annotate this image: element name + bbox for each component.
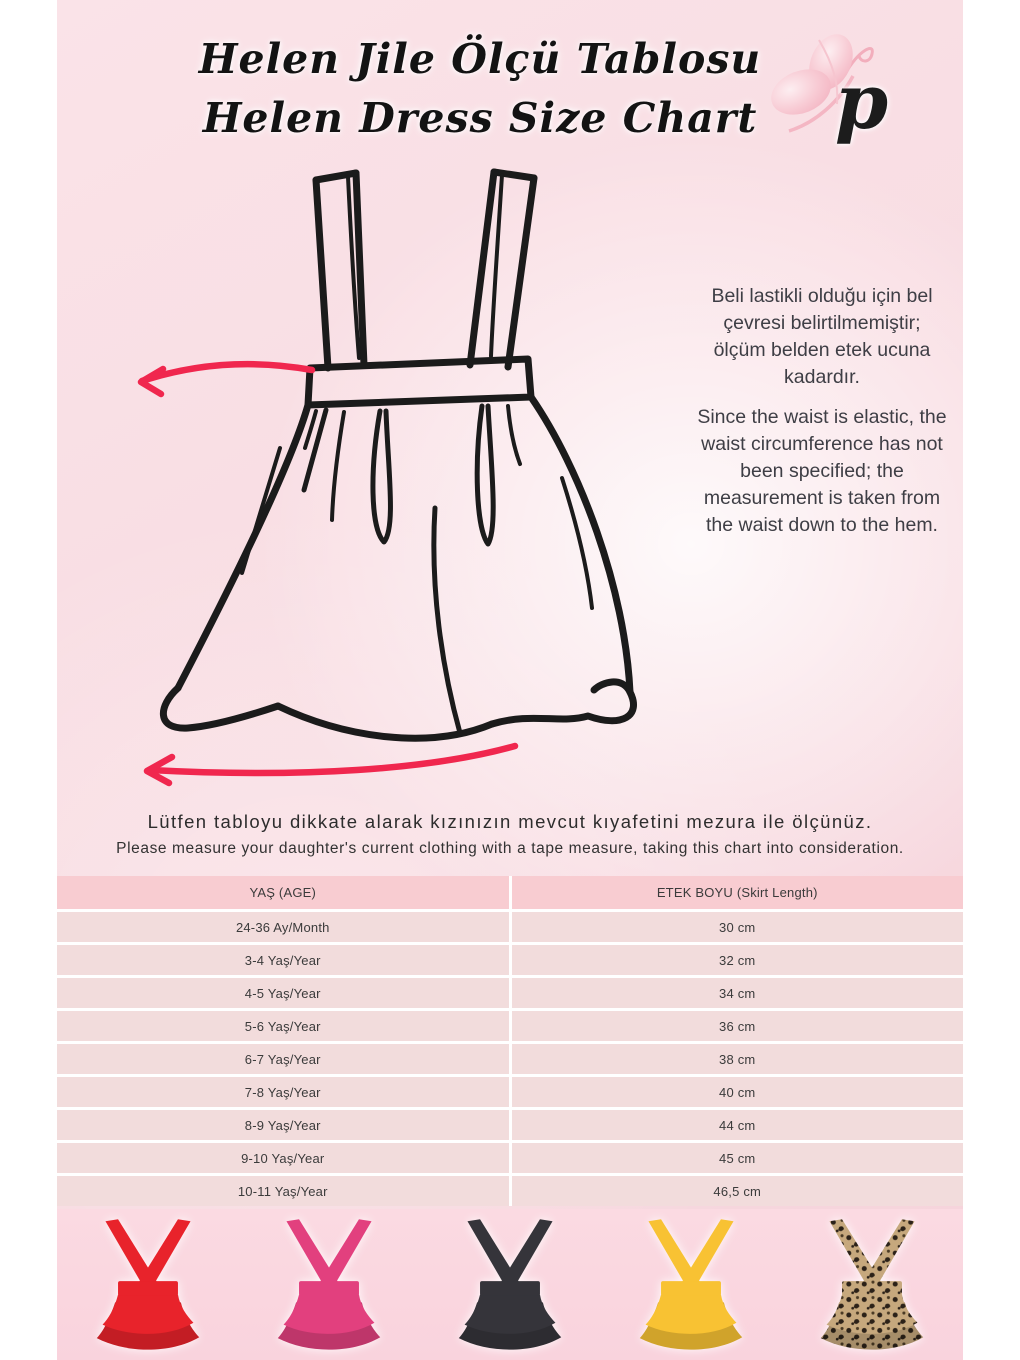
table-row [57, 945, 963, 975]
table-row [57, 1077, 963, 1107]
waist-arrow-icon [141, 364, 312, 394]
age-cell: 7-8 Yaş/Year [57, 1077, 509, 1107]
hem-arrow-icon [147, 746, 515, 783]
left-strap [316, 180, 328, 368]
fuchsia-dress-image [271, 1217, 387, 1353]
table-row [57, 1044, 963, 1074]
title-english: Helen Dress Size Chart [202, 94, 758, 142]
age-cell: 5-6 Yaş/Year [57, 1011, 509, 1041]
skirt-left-edge [178, 405, 308, 688]
age-column-header: YAŞ (AGE) [57, 876, 509, 909]
product-dress-black [419, 1217, 600, 1353]
age-cell: 24-36 Ay/Month [57, 912, 509, 942]
age-cell: 10-11 Yaş/Year [57, 1176, 509, 1206]
size-chart-canvas [57, 0, 963, 1360]
age-cell: 9-10 Yaş/Year [57, 1143, 509, 1173]
skirt-length-cell: 44 cm [512, 1110, 964, 1140]
age-cell: 4-5 Yaş/Year [57, 978, 509, 1008]
skirt-length-cell: 32 cm [512, 945, 964, 975]
instruction-turkish: Lütfen tabloyu dikkate alarak kızınızın mevcut kıyafetini mezura ile ölçünüz. [147, 811, 873, 832]
logo-letter: p [835, 57, 889, 146]
yellow-dress-image [633, 1217, 749, 1353]
table-row [57, 1011, 963, 1041]
black-dress-image [452, 1217, 568, 1353]
skirt-length-cell: 45 cm [512, 1143, 964, 1173]
waist-note-english: Since the waist is elastic, the waist circumference has not been specified; the measurement is taken from the waist down to the hem. [697, 406, 947, 536]
skirt-length-cell: 36 cm [512, 1011, 964, 1041]
age-cell: 8-9 Yaş/Year [57, 1110, 509, 1140]
product-dress-red [57, 1217, 238, 1353]
product-dress-fuchsia [238, 1217, 419, 1353]
skirt-length-cell: 30 cm [512, 912, 964, 942]
product-dress-leopard [782, 1217, 963, 1353]
waist-note-turkish: Beli lastikli olduğu için bel çevresi belirtilmemiştir; ölçüm belden etek ucuna kadardır. [711, 285, 933, 388]
page-title [165, 30, 795, 148]
table-header-row [57, 876, 963, 909]
instruction-english: Please measure your daughter's current clothing with a tape measure, taking this chart into consideration. [116, 840, 904, 857]
skirt-length-cell: 40 cm [512, 1077, 964, 1107]
skirt-length-cell: 34 cm [512, 978, 964, 1008]
title-turkish: Helen Jile Ölçü Tablosu [198, 35, 762, 83]
brand-logo [767, 26, 957, 166]
leopard-dress-image [814, 1217, 930, 1353]
age-cell: 3-4 Yaş/Year [57, 945, 509, 975]
table-row [57, 1143, 963, 1173]
waistband [308, 359, 531, 405]
dress-line-drawing [130, 168, 710, 818]
red-dress-image [90, 1217, 206, 1353]
table-row [57, 912, 963, 942]
product-variant-strip [57, 1209, 963, 1360]
table-row [57, 978, 963, 1008]
product-dress-yellow [601, 1217, 782, 1353]
size-table [57, 876, 963, 1206]
table-row [57, 1110, 963, 1140]
measuring-instructions [57, 811, 963, 858]
skirt-length-column-header: ETEK BOYU (Skirt Length) [512, 876, 964, 909]
skirt-length-cell: 46,5 cm [512, 1176, 964, 1206]
waist-note [697, 283, 947, 552]
table-row [57, 1176, 963, 1206]
skirt-length-cell: 38 cm [512, 1044, 964, 1074]
age-cell: 6-7 Yaş/Year [57, 1044, 509, 1074]
